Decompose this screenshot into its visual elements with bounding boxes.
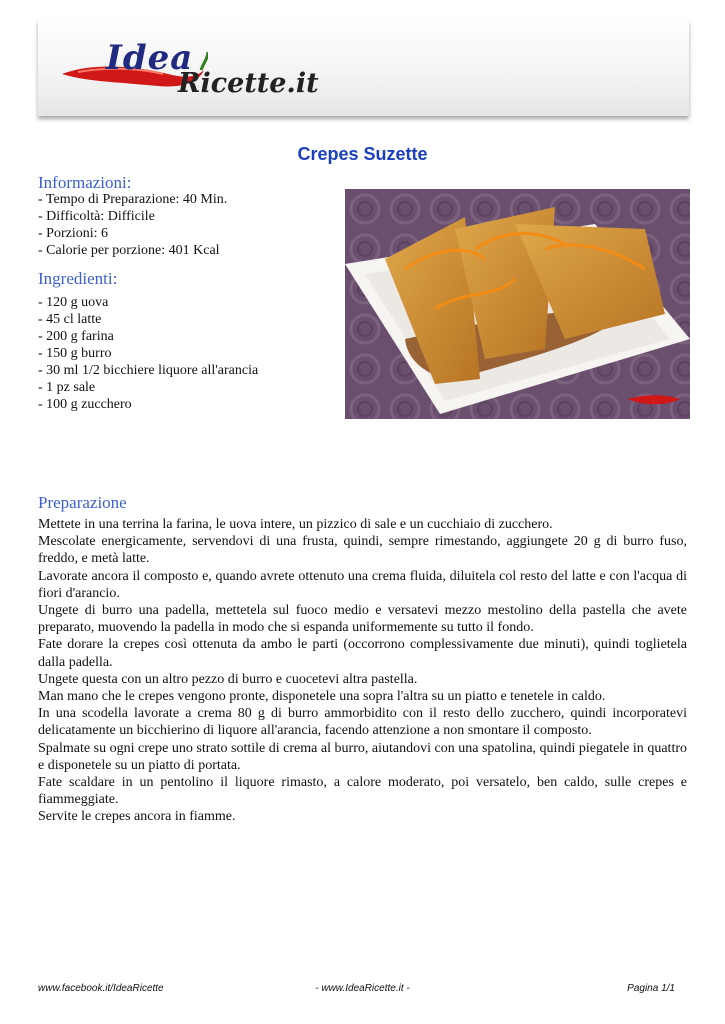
info-item: - Tempo di Preparazione: 40 Min. [38,192,228,207]
footer-facebook-link[interactable]: www.facebook.it/IdeaRicette [38,983,164,994]
info-list [38,191,227,259]
recipe-title: Crepes Suzette [297,144,428,164]
crepes-illustration [345,189,690,419]
info-item: - Calorie per porzione: 401 Kcal [38,243,220,258]
logo-text-ricette: Ricette.it [178,68,319,99]
preparation-step: Ungete di burro una padella, mettetela sul fuoco medio e versatevi mezzo mestolino della pastella che avete preparato, muovendo la padella in modo che si espanda uniformemente su tutto il fondo. [38,603,687,636]
info-item: - Difficoltà: Difficile [38,209,155,224]
info-heading: Informazioni: [38,173,132,192]
info-item: - Porzioni: 6 [38,226,108,241]
ingredients-list [38,294,258,413]
preparation-step: Servite le crepes ancora in fiamme. [38,809,236,825]
preparation-step: Mescolate energicamente, servendovi di una frusta, quindi, sempre rimestando, aggiungete 20 g di burro fuso, freddo, e metà latte. [38,534,687,567]
site-logo[interactable] [58,38,318,108]
preparation-step: Spalmate su ogni crepe uno strato sottile di crema al burro, aiutandovi con una spatolina, quindi piegatele in quattro e disponetele su un piatto di portata. [38,740,687,773]
ingredient-item: - 150 g burro [38,346,112,361]
ingredient-item: - 100 g zucchero [38,397,132,412]
preparation-heading: Preparazione [38,493,127,512]
preparation-step: Ungete questa con un altro pezzo di burro e cuocetevi altra pastella. [38,671,418,687]
footer-site-link[interactable]: - www.IdeaRicette.it - [315,983,410,994]
preparation-step: Fate dorare la crepes così ottenuta da ambo le parti (occorrono complessivamente due minuti), quindi toglietela dalla padella. [38,637,687,670]
ingredient-item: - 120 g uova [38,295,109,310]
preparation-step: Mettete in una terrina la farina, le uova intere, un pizzico di sale e un cucchiaio di zucchero. [38,517,553,532]
recipe-photo [345,189,690,419]
ingredient-item: - 45 cl latte [38,312,102,327]
ingredient-item: - 30 ml 1/2 bicchiere liquore all'arancia [38,363,259,378]
preparation-step: Man mano che le crepes vengono pronte, disponetele una sopra l'altra su un piatto e tenetele in caldo. [38,689,606,705]
preparation-step: In una scodella lavorate a crema 80 g di burro ammorbidito con il resto dello zucchero, quindi incorporatevi delicatamente un bicchierino di liquore all'arancia, facendo attenzione a non smontare il composto. [38,706,687,739]
logo-text-idea: Idea [106,38,194,78]
ingredients-heading: Ingredienti: [38,269,118,288]
preparation-step: Fate scaldare in un pentolino il liquore rimasto, a calore moderato, poi versatelo, ben caldo, sulle crepes e fiammeggiate. [38,775,687,808]
ingredient-item: - 200 g farina [38,329,114,344]
preparation-step: Lavorate ancora il composto e, quando avrete ottenuto una crema fluida, diluitela col resto del latte e con l'acqua di fiori d'arancio. [38,568,687,601]
preparation-text [38,516,687,826]
ingredient-item: - 1 pz sale [38,380,96,395]
footer-page-number: Pagina 1/1 [627,983,675,994]
